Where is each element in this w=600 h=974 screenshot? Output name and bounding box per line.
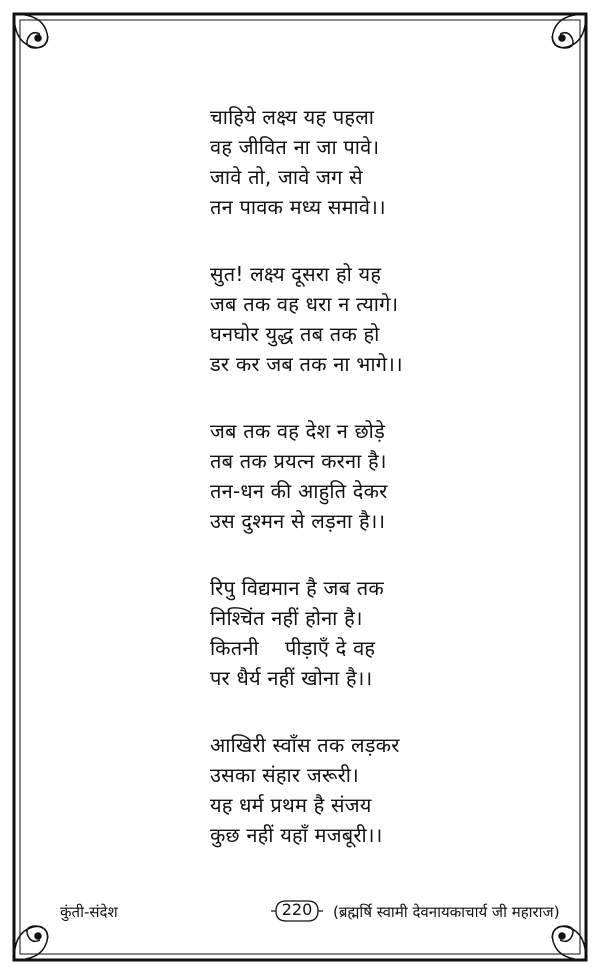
poem-line: उस दुश्मन से लड़ना है।।: [210, 509, 386, 533]
poem-line: आखिरी स्वाँस तक लड़कर: [210, 733, 400, 757]
corner-ornament-top-left: [14, 14, 48, 48]
poem-line: चाहिये लक्ष्य यह पहला: [210, 105, 375, 129]
poem-line: उसका संहार जरूरी।: [210, 763, 359, 787]
poem-line: वह जीवित ना जा पावे।: [210, 135, 380, 159]
poem-line: तन-धन की आहुति देकर: [210, 479, 388, 503]
poem-line: सुत! लक्ष्य दूसरा हो यह: [210, 262, 382, 286]
book-title: कुंती-संदेश: [60, 903, 118, 921]
page-number-badge: [270, 898, 324, 924]
poem-line: कुछ नहीं यहाँ मजबूरी।।: [210, 823, 383, 847]
poem-line: पर धैर्य नहीं खोना है।।: [210, 666, 373, 690]
corner-ornament-top-right: [552, 14, 586, 48]
corner-ornament-bottom-right: [552, 926, 586, 960]
page-number: 220: [281, 900, 313, 919]
stanza-5: [210, 730, 470, 850]
poem-line: जावे तो, जावे जग से: [210, 165, 363, 189]
poem-line: जब तक वह धरा न त्यागे।: [210, 292, 399, 316]
poem-line: डर कर जब तक ना भागे।।: [210, 352, 403, 376]
stanza-1: [210, 102, 470, 222]
poem-line: जब तक वह देश न छोड़े: [210, 419, 385, 443]
poem-line: तन पावक मध्य समावे।।: [210, 195, 386, 219]
poem-line: कितनी पीड़ाएँ दे वह: [210, 636, 376, 660]
stanza-2: [210, 259, 470, 379]
poem-line: घनघोर युद्ध तब तक हो: [210, 322, 380, 346]
stanza-4: [210, 573, 470, 693]
corner-ornament-bottom-left: [14, 926, 48, 960]
author-credit: (ब्रह्मर्षि स्वामी देवनायकाचार्य जी महाराज): [333, 903, 560, 921]
poem-line: यह धर्म प्रथम है संजय: [210, 793, 372, 817]
poem-line: निश्चिंत नहीं होना है।: [210, 606, 363, 630]
poem-line: तब तक प्रयत्न करना है।: [210, 449, 387, 473]
poem-body: [210, 102, 470, 887]
poem-line: रिपु विद्यमान है जब तक: [210, 576, 384, 600]
stanza-3: [210, 416, 470, 536]
page-footer: [0, 902, 600, 930]
